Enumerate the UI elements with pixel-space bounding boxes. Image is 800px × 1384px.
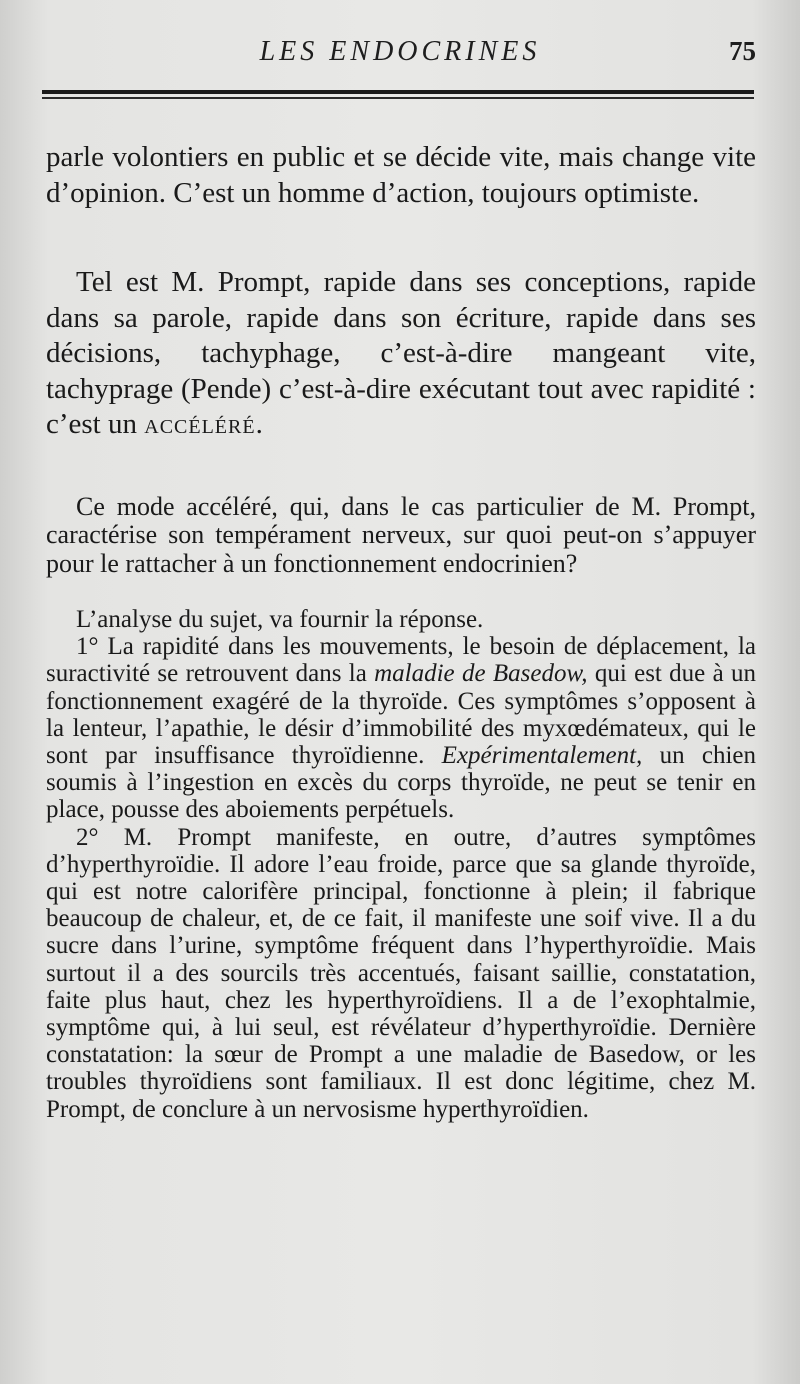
paragraph-6: 2° M. Prompt manifeste, en outre, d’autres symptômes d’hyperthyroïdie. Il adore l’eau froide, parce que sa glande thyroïde, qui est notre calorifère principal, fonctionne à plein; il fabrique beaucoup de chaleur, et, de ce fait, il manifeste une soif vive. Il a du sucre dans l’urine, symptôme fréquent dans l’hyperthyroïdie. Mais surtout il a des sourcils très accentués, faisant saillie, constatation, faite plus haut, chez les hyperthyroïdiens. Il a de l’exophtalmie, symptôme qui, à lui seul, est révélateur d’hyperthyroïdie. Dernière constatation: la sœur de Prompt a une maladie de Basedow, or les troubles thyroïdiens sont familiaux. Il est donc légitime, chez M. Prompt, de conclure à un nervosisme hyperthyroïdien. <box>46 823 756 1123</box>
paragraph-5-part-a: 1° La rapidité dans les mouvements, le besoin de déplacement, la suractivité se retrouvent dans la <box>46 633 756 688</box>
paragraph-5-part-b: qui est due à un fonctionnement exagéré de la thyroïde. Ces symptômes s’opposent à la lenteur, l’apathie, le désir d’immobilité des myxœdémateux, qui le sont par insuffisance thyroïdienne. <box>46 660 756 770</box>
accelere-term: accéléré. <box>144 408 264 440</box>
paragraph-4: L’analyse du sujet, va fournir la réponse. <box>76 606 484 633</box>
basedow-term: maladie de Basedow, <box>374 660 588 688</box>
body-text <box>46 140 756 1123</box>
header-rule-thin <box>42 97 754 99</box>
experimentalement-term: Expérimentalement, <box>441 742 643 770</box>
paragraph-1: parle volontiers en public et se décide vite, mais change vite d’opinion. C’est un homme d’action, toujours optimiste. <box>46 141 756 209</box>
page-number: 75 <box>729 36 756 66</box>
page-header <box>44 36 756 76</box>
paragraph-3: Ce mode accéléré, qui, dans le cas particulier de M. Prompt, caractérise son tempérament nerveux, sur quoi peut-on s’appuyer pour le rattacher à un fonctionnement endocrinien? <box>46 491 756 578</box>
header-rule <box>42 90 754 94</box>
paragraph-5 <box>46 633 756 823</box>
running-title: LES ENDOCRINES <box>259 36 541 67</box>
paragraph-2-text: Tel est M. Prompt, rapide dans ses conceptions, rapide dans sa parole, rapide dans son écriture, rapide dans ses décisions, tachyphage, c’est-à-dire mangeant vite, tachyprage (Pende) c’est-à-dire exécutant tout avec rapidité : c’est un <box>46 266 756 440</box>
paragraph-5-part-c: un chien soumis à l’ingestion en excès du corps thyroïde, ne peut se tenir en place, pousse des aboiements perpétuels. <box>46 742 756 824</box>
paragraph-2 <box>46 265 756 443</box>
